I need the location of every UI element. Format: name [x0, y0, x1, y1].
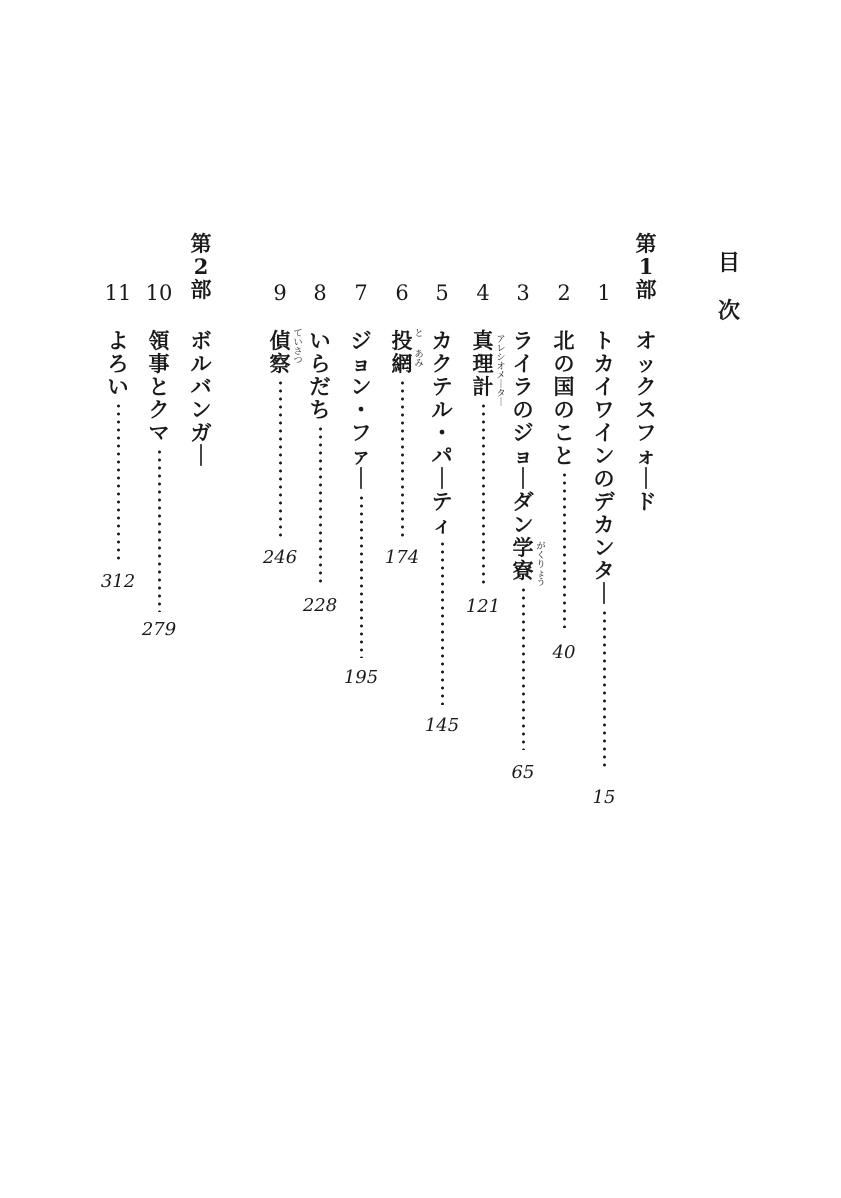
glyph: ｜ [350, 466, 372, 491]
toc-title-char: 目 [717, 250, 740, 276]
glyph: ラ [512, 374, 534, 399]
ruby-glyph: あ [414, 350, 424, 360]
glyph: ド [635, 489, 657, 514]
glyph: ち [309, 397, 331, 422]
glyph: の [553, 351, 575, 376]
glyph: バ [190, 374, 212, 399]
chapter-number: 1 [597, 281, 611, 305]
dot-leader [158, 448, 161, 612]
glyph: 網 [391, 351, 413, 376]
chapter-number: 5 [435, 281, 449, 305]
ruby-reading [292, 330, 304, 366]
dot-leader [117, 402, 120, 563]
ruby-glyph: と [414, 329, 424, 339]
glyph: フ [350, 420, 372, 445]
glyph: 寮 [512, 558, 534, 583]
glyph: 国 [553, 374, 575, 399]
part-label-char: 部 [190, 277, 212, 302]
glyph: ｜ [431, 466, 453, 491]
glyph: ク [635, 374, 657, 399]
glyph: ァ [350, 443, 372, 468]
glyph: の [553, 397, 575, 422]
dot-leader [360, 494, 363, 658]
glyph: タ [593, 558, 615, 583]
page-number: 312 [100, 571, 136, 592]
page-number: 174 [384, 547, 420, 568]
part-label-char: 第 [190, 231, 212, 256]
chapter-title[interactable] [266, 329, 294, 375]
ruby-glyph: て [293, 329, 303, 339]
page-number: 279 [141, 619, 177, 640]
ruby-glyph: さ [293, 347, 303, 357]
page-number: 40 [552, 642, 576, 663]
glyph: フ [635, 420, 657, 445]
glyph: 投 [391, 328, 413, 353]
chapter-title[interactable] [145, 329, 173, 444]
chapter-title[interactable] [306, 329, 334, 421]
glyph: と [148, 374, 170, 399]
glyph: ｜ [190, 443, 212, 468]
glyph: ｜ [512, 466, 534, 491]
glyph: 領 [148, 328, 170, 353]
glyph: ボ [190, 328, 212, 353]
chapter-title[interactable] [550, 329, 578, 467]
glyph: テ [431, 374, 453, 399]
glyph: ｜ [593, 581, 615, 606]
glyph: オ [635, 328, 657, 353]
dot-leader [603, 609, 606, 770]
toc-title [713, 252, 745, 348]
glyph: ン [512, 512, 534, 537]
chapter-title[interactable] [590, 329, 618, 605]
glyph: カ [431, 328, 453, 353]
chapter-title[interactable] [428, 329, 456, 536]
glyph: 理 [472, 351, 494, 376]
ruby-glyph: み [414, 359, 424, 369]
ruby-glyph: ｜ [496, 398, 506, 408]
glyph: デ [593, 489, 615, 514]
glyph: ダ [512, 489, 534, 514]
glyph: ク [431, 351, 453, 376]
glyph: ッ [635, 351, 657, 376]
dot-leader [401, 379, 404, 538]
part-label-char: 部 [635, 277, 657, 302]
chapter-title[interactable] [469, 329, 497, 398]
glyph: ィ [431, 512, 453, 537]
glyph: ョ [512, 443, 534, 468]
chapter-title[interactable] [347, 329, 375, 490]
glyph: マ [148, 420, 170, 445]
glyph: の [593, 466, 615, 491]
chapter-title[interactable] [104, 329, 132, 398]
glyph: ル [431, 397, 453, 422]
ruby-glyph: り [536, 560, 546, 570]
dot-leader [522, 586, 525, 750]
glyph: テ [431, 489, 453, 514]
dot-leader [279, 379, 282, 538]
glyph: い [309, 328, 331, 353]
ruby-glyph: つ [293, 356, 303, 366]
glyph: ン [190, 397, 212, 422]
ruby-glyph: シ [496, 353, 506, 363]
page-number: 121 [465, 596, 501, 617]
glyph: ジ [512, 420, 534, 445]
glyph: カ [593, 351, 615, 376]
glyph: ｜ [635, 466, 657, 491]
page-number: 246 [262, 547, 298, 568]
glyph: 察 [269, 351, 291, 376]
glyph: ろ [107, 351, 129, 376]
ruby-glyph: レ [496, 344, 506, 354]
glyph: イ [593, 374, 615, 399]
part-1-label [632, 232, 660, 301]
dot-leader [441, 540, 444, 705]
ruby-glyph: ｜ [496, 380, 506, 390]
glyph: ス [635, 397, 657, 422]
glyph: の [512, 397, 534, 422]
ruby-glyph: が [536, 542, 546, 552]
chapter-number: 3 [516, 281, 530, 305]
glyph: ら [309, 351, 331, 376]
glyph: イ [512, 351, 534, 376]
glyph: い [107, 374, 129, 399]
ruby-glyph: ょ [536, 569, 546, 579]
glyph: カ [593, 512, 615, 537]
glyph: ル [190, 351, 212, 376]
page-number: 145 [424, 715, 460, 736]
part-2-label [187, 232, 215, 301]
chapter-title[interactable] [509, 329, 537, 582]
ruby-glyph: う [536, 578, 546, 588]
ruby-glyph: い [293, 338, 303, 348]
glyph: ォ [635, 443, 657, 468]
page-number: 195 [343, 667, 379, 688]
glyph: 学 [512, 535, 534, 560]
chapter-number: 10 [145, 281, 173, 305]
glyph: ョ [350, 351, 372, 376]
glyph: 事 [148, 351, 170, 376]
part-1-title [632, 329, 660, 513]
part-label-char: 第 [635, 231, 657, 256]
glyph: ガ [190, 420, 212, 445]
glyph: ン [593, 535, 615, 560]
dot-leader [563, 471, 566, 628]
chapter-number: 2 [557, 281, 571, 305]
chapter-number: 8 [313, 281, 327, 305]
glyph: 真 [472, 328, 494, 353]
glyph: ワ [593, 397, 615, 422]
glyph: こ [553, 420, 575, 445]
glyph: ・ [350, 397, 372, 422]
dot-leader [319, 425, 322, 584]
ruby-glyph: オ [496, 362, 506, 372]
ruby-glyph: メ [496, 371, 506, 381]
glyph: と [553, 443, 575, 468]
page-number: 228 [302, 595, 338, 616]
ruby-glyph: く [536, 551, 546, 561]
part-label-char: 2 [193, 254, 209, 279]
glyph: ジ [350, 328, 372, 353]
ruby-reading [535, 543, 547, 588]
page-number: 65 [511, 762, 535, 783]
glyph: ク [148, 397, 170, 422]
part-2-title [187, 329, 215, 467]
glyph: ン [593, 443, 615, 468]
ruby-reading [495, 336, 507, 408]
glyph: ラ [512, 328, 534, 353]
chapter-number: 11 [104, 281, 132, 305]
glyph: 北 [553, 328, 575, 353]
chapter-number: 4 [476, 281, 490, 305]
part-label-char: 1 [638, 254, 654, 279]
ruby-glyph: タ [496, 389, 506, 399]
chapter-title[interactable] [388, 329, 416, 375]
page-number: 15 [592, 787, 616, 808]
ruby-glyph: ア [496, 335, 506, 345]
glyph: ン [350, 374, 372, 399]
chapter-number: 9 [273, 281, 287, 305]
dot-leader [482, 402, 485, 588]
glyph: パ [431, 443, 453, 468]
chapter-number: 7 [354, 281, 368, 305]
glyph: 計 [472, 374, 494, 399]
toc-title-char: 次 [717, 298, 740, 324]
glyph: 偵 [269, 328, 291, 353]
glyph: イ [593, 420, 615, 445]
chapter-number: 6 [395, 281, 409, 305]
glyph: よ [107, 328, 129, 353]
glyph: ・ [431, 420, 453, 445]
ruby-reading [413, 330, 425, 369]
glyph: ト [593, 328, 615, 353]
glyph: だ [309, 374, 331, 399]
